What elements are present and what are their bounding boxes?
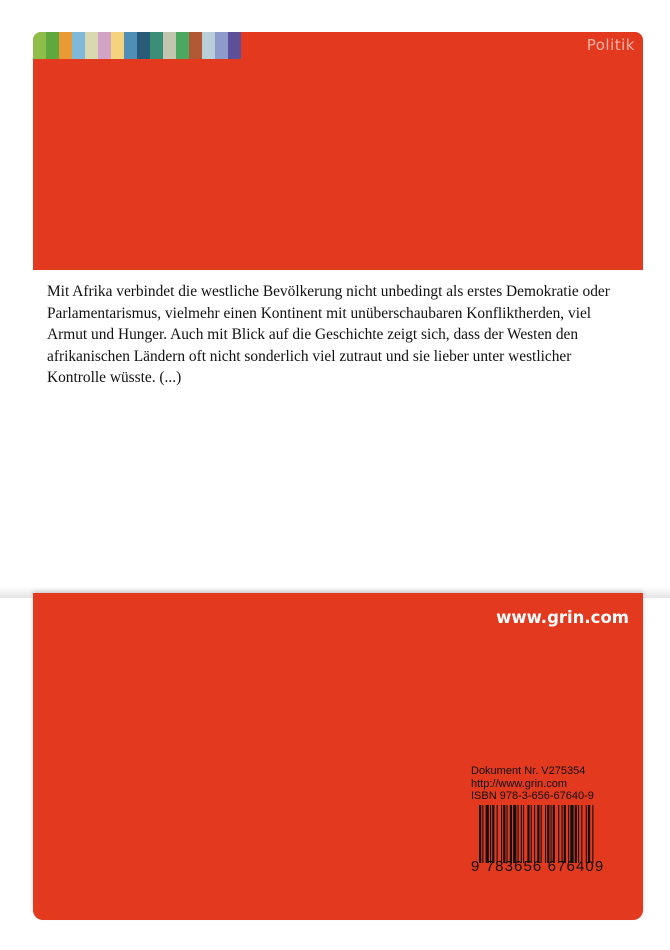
color-swatch: [137, 32, 150, 59]
color-swatch: [46, 32, 59, 59]
color-swatch: [33, 32, 46, 59]
barcode-bar: [479, 805, 481, 863]
color-swatch: [98, 32, 111, 59]
barcode-bar: [534, 805, 535, 863]
barcode-bar: [497, 805, 498, 863]
publisher-website[interactable]: www.grin.com: [496, 608, 629, 627]
barcode-bar: [518, 805, 519, 863]
color-swatch: [228, 32, 241, 59]
barcode-bar: [503, 805, 505, 863]
color-swatch: [176, 32, 189, 59]
barcode-bar: [553, 805, 555, 863]
barcode-bar: [564, 805, 566, 863]
barcode-bar: [523, 805, 524, 863]
color-strip: [33, 32, 241, 59]
barcode-bar: [521, 805, 522, 863]
barcode-bar: [501, 805, 502, 863]
barcode-bar: [562, 805, 563, 863]
barcode-bar: [588, 805, 590, 863]
barcode-bar: [586, 805, 587, 863]
color-swatch: [111, 32, 124, 59]
blurb-text: Mit Afrika verbindet die westliche Bevölkerung nicht unbedingt als erstes Demokratie oder Parlamentarismus, vielmehr einen Kontinent mit unüberschaubaren Konfliktherden, viel Armut und Hunger. Auch mit Blick auf die Geschichte zeigt sich, dass der Westen den afrikanischen Ländern oft nicht sonderlich viel zutraut und sie lieber unter westlicher Kontrolle wüsste. (...): [47, 283, 610, 387]
barcode-bar: [486, 805, 489, 863]
barcode-bar: [551, 805, 552, 863]
cover-top-panel: [33, 32, 643, 270]
color-swatch: [215, 32, 228, 59]
document-url: http://www.grin.com: [471, 777, 567, 790]
color-swatch: [72, 32, 85, 59]
barcode-bar: [568, 805, 569, 863]
barcode-block: [471, 765, 629, 887]
color-swatch: [150, 32, 163, 59]
barcode-bar: [547, 805, 549, 863]
color-swatch: [202, 32, 215, 59]
barcode-bar: [541, 805, 542, 863]
document-number: Dokument Nr. V275354: [471, 765, 586, 777]
barcode-bar: [558, 805, 559, 863]
color-swatch: [85, 32, 98, 59]
color-swatch: [163, 32, 176, 59]
category-label: Politik: [586, 36, 635, 54]
barcode-digits: 9 783656 676409: [471, 858, 605, 875]
document-info: [471, 765, 629, 803]
barcode-bar: [492, 805, 494, 863]
cover-bottom-panel: [33, 593, 643, 920]
color-swatch: [59, 32, 72, 59]
barcode-bars: [479, 805, 627, 863]
barcode-bar: [507, 805, 508, 863]
barcode-bar: [537, 805, 539, 863]
barcode-bar: [527, 805, 529, 863]
barcode-bar: [482, 805, 483, 863]
barcode-bar: [578, 805, 579, 863]
isbn-label: ISBN 978-3-656-67640-9: [471, 790, 594, 802]
barcode-bar: [510, 805, 512, 863]
book-blurb: [47, 281, 617, 389]
color-swatch: [124, 32, 137, 59]
color-swatch: [189, 32, 202, 59]
barcode-bar: [545, 805, 546, 863]
barcode-bar: [513, 805, 516, 863]
barcode-bar: [570, 805, 573, 863]
barcode-bar: [581, 805, 582, 863]
barcode-bar: [575, 805, 577, 863]
barcode-bar: [490, 805, 491, 863]
barcode-bar: [592, 805, 593, 863]
barcode-bar: [531, 805, 532, 863]
